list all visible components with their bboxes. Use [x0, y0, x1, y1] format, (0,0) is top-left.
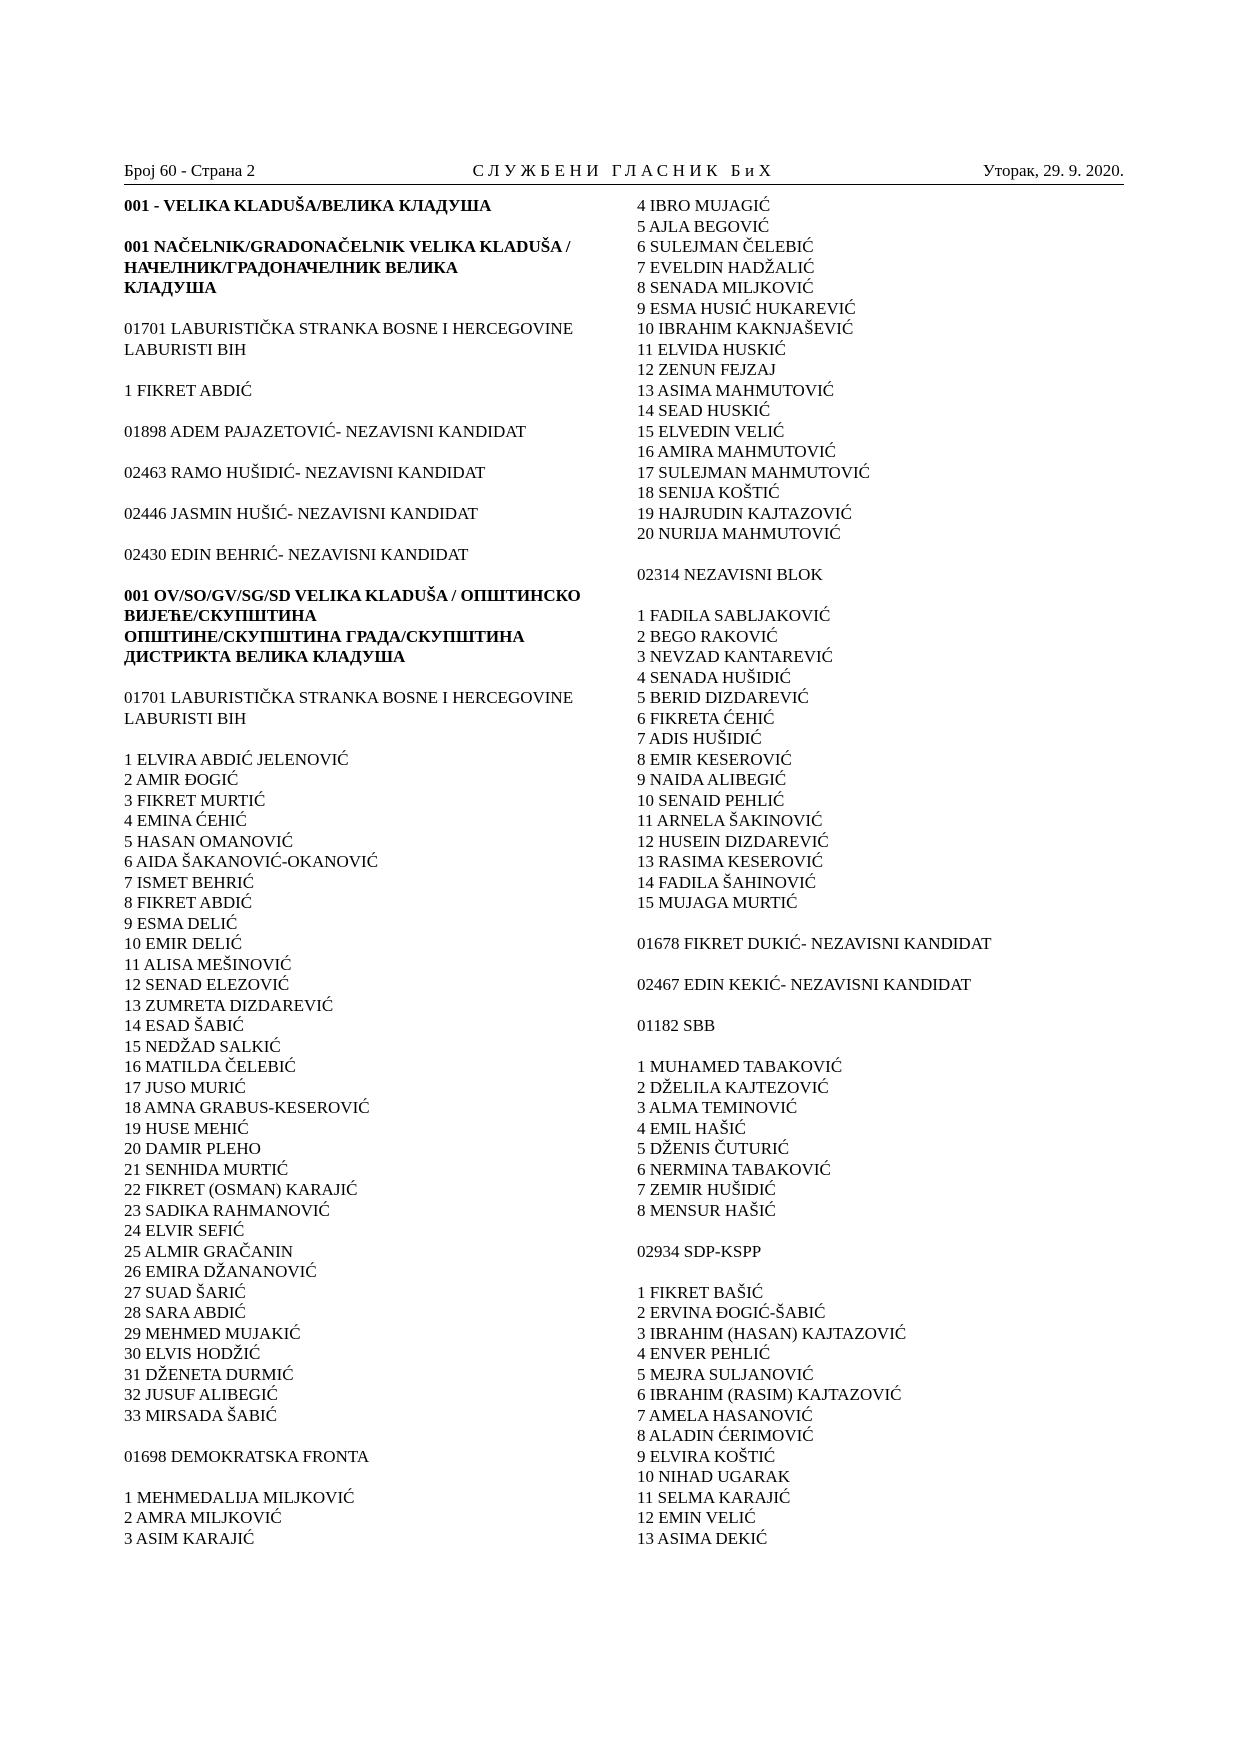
- list-item: 02934 SDP-KSPP: [637, 1241, 762, 1261]
- list-item: 4 IBRO MUJAGIĆ: [637, 196, 771, 215]
- section-heading: НАЧЕЛНИК/ГРАДОНАЧЕЛНИК ВЕЛИКА: [124, 257, 459, 277]
- list-item: 12 ZENUN FEJZAJ: [637, 360, 776, 379]
- list-item: 7 ISMET BEHRIĆ: [124, 872, 255, 892]
- list-item: 7 ZEMIR HUŠIDIĆ: [637, 1180, 776, 1199]
- list-item: 3 ALMA TEMINOVIĆ: [637, 1098, 798, 1117]
- publication-date: Уторак, 29. 9. 2020.: [982, 161, 1124, 180]
- section-heading: ДИСТРИКТА ВЕЛИКА КЛАДУША: [124, 647, 406, 666]
- list-item: 4 ENVER PEHLIĆ: [637, 1344, 771, 1363]
- list-item: 02314 NEZAVISNI BLOK: [637, 565, 823, 584]
- list-item: LABURISTI BIH: [124, 339, 247, 359]
- list-item: 01898 ADEM PAJAZETOVIĆ- NEZAVISNI KANDIDAT: [124, 421, 527, 441]
- list-item: 10 SENAID PEHLIĆ: [637, 790, 785, 810]
- list-item: 21 SENHIDA MURTIĆ: [124, 1159, 289, 1179]
- list-item: 1 FADILA SABLJAKOVIĆ: [637, 606, 831, 625]
- list-item: 10 IBRAHIM KAKNJAŠEVIĆ: [637, 319, 854, 338]
- list-item: 4 EMIL HAŠIĆ: [637, 1118, 746, 1138]
- section-heading: ВИЈЕЋЕ/СКУПШТИНА: [124, 606, 317, 625]
- list-item: 15 NEDŽAD SALKIĆ: [124, 1036, 281, 1056]
- list-item: 1 MUHAMED TABAKOVIĆ: [637, 1057, 843, 1076]
- list-item: 7 ADIS HUŠIDIĆ: [637, 729, 762, 748]
- section-heading: 001 NAČELNIK/GRADONAČELNIK VELIKA KLADUŠA /: [124, 237, 571, 256]
- list-item: 01701 LABURISTIČKA STRANKA BOSNE I HERCEGOVINE: [124, 688, 574, 707]
- list-item: 7 AMELA HASANOVIĆ: [637, 1405, 813, 1425]
- list-item: 9 ELVIRA KOŠTIĆ: [637, 1446, 776, 1466]
- list-item: 20 DAMIR PLEHO: [124, 1139, 261, 1158]
- list-item: 8 EMIR KESEROVIĆ: [637, 749, 792, 769]
- list-item: 3 FIKRET MURTIĆ: [124, 790, 266, 810]
- list-item: 7 EVELDIN HADŽALIĆ: [637, 257, 815, 277]
- list-item: 4 EMINA ĆEHIĆ: [124, 811, 247, 830]
- list-item: 20 NURIJA MAHMUTOVIĆ: [637, 524, 841, 543]
- list-item: 02446 JASMIN HUŠIĆ- NEZAVISNI KANDIDAT: [124, 503, 478, 523]
- list-item: 27 SUAD ŠARIĆ: [124, 1282, 246, 1302]
- list-item: 11 ALISA MEŠINOVIĆ: [124, 954, 292, 974]
- section-heading: КЛАДУША: [124, 278, 217, 297]
- list-item: 9 NAIDA ALIBEGIĆ: [637, 770, 787, 789]
- list-item: 26 EMIRA DŽANANOVIĆ: [124, 1262, 317, 1281]
- list-item: 02430 EDIN BEHRIĆ- NEZAVISNI KANDIDAT: [124, 544, 469, 564]
- list-item: 6 IBRAHIM (RASIM) KAJTAZOVIĆ: [637, 1385, 902, 1404]
- list-item: 6 AIDA ŠAKANOVIĆ-OKANOVIĆ: [124, 852, 379, 871]
- list-item: 5 MEJRA SULJANOVIĆ: [637, 1364, 814, 1384]
- right-column: [637, 196, 1127, 1549]
- list-item: 16 AMIRA MAHMUTOVIĆ: [637, 442, 836, 461]
- list-item: LABURISTI BIH: [124, 708, 247, 728]
- list-item: 5 BERID DIZDAREVIĆ: [637, 688, 809, 707]
- list-item: 01182 SBB: [637, 1016, 716, 1035]
- list-item: 8 FIKRET ABDIĆ: [124, 893, 253, 912]
- list-item: 8 SENADA MILJKOVIĆ: [637, 278, 814, 297]
- section-heading: ОПШТИНЕ/СКУПШТИНА ГРАДА/СКУПШТИНА: [124, 626, 525, 646]
- list-item: 10 EMIR DELIĆ: [124, 934, 243, 953]
- list-item: 3 ASIM KARAJIĆ: [124, 1528, 255, 1548]
- list-item: 14 SEAD HUSKIĆ: [637, 401, 771, 420]
- list-item: 14 ESAD ŠABIĆ: [124, 1016, 244, 1035]
- list-item: 10 NIHAD UGARAK: [637, 1467, 790, 1486]
- list-item: 2 DŽELILA KAJTEZOVIĆ: [637, 1077, 829, 1097]
- list-item: 5 DŽENIS ČUTURIĆ: [637, 1139, 790, 1158]
- list-item: 28 SARA ABDIĆ: [124, 1303, 246, 1322]
- list-item: 8 ALADIN ĆERIMOVIĆ: [637, 1426, 814, 1445]
- list-item: 15 MUJAGA MURTIĆ: [637, 893, 798, 912]
- list-item: 01701 LABURISTIČKA STRANKA BOSNE I HERCEGOVINE: [124, 319, 574, 338]
- journal-title: СЛУЖБЕНИ ГЛАСНИК БиХ: [472, 161, 776, 180]
- list-item: 5 HASAN OMANOVIĆ: [124, 831, 294, 851]
- list-item: 6 SULEJMAN ČELEBIĆ: [637, 237, 814, 256]
- list-item: 23 SADIKA RAHMANOVIĆ: [124, 1200, 330, 1220]
- list-item: 14 FADILA ŠAHINOVIĆ: [637, 872, 817, 892]
- list-item: 11 ELVIDA HUSKIĆ: [637, 339, 786, 359]
- list-item: 33 MIRSADA ŠABIĆ: [124, 1405, 278, 1425]
- list-item: 2 BEGO RAKOVIĆ: [637, 626, 778, 646]
- list-item: 3 NEVZAD KANTAREVIĆ: [637, 647, 834, 666]
- list-item: 25 ALMIR GRAČANIN: [124, 1241, 294, 1261]
- list-item: 2 AMIR ĐOGIĆ: [124, 770, 239, 789]
- list-item: 13 ASIMA DEKIĆ: [637, 1528, 768, 1548]
- list-item: 1 FIKRET BAŠIĆ: [637, 1282, 764, 1302]
- section-heading: 001 - VELIKA KLADUŠA/ВЕЛИКА КЛАДУША: [124, 196, 492, 215]
- list-item: 5 AJLA BEGOVIĆ: [637, 216, 770, 236]
- list-item: 24 ELVIR SEFIĆ: [124, 1221, 245, 1240]
- list-item: 29 MEHMED MUJAKIĆ: [124, 1323, 301, 1343]
- list-item: 13 ZUMRETA DIZDAREVIĆ: [124, 995, 334, 1015]
- list-item: 11 SELMA KARAJIĆ: [637, 1487, 791, 1507]
- list-item: 22 FIKRET (OSMAN) KARAJIĆ: [124, 1180, 358, 1199]
- list-item: 32 JUSUF ALIBEGIĆ: [124, 1385, 278, 1404]
- list-item: 17 JUSO MURIĆ: [124, 1077, 246, 1097]
- list-item: 17 SULEJMAN MAHMUTOVIĆ: [637, 462, 870, 482]
- list-item: 3 IBRAHIM (HASAN) KAJTAZOVIĆ: [637, 1323, 907, 1343]
- list-item: 30 ELVIS HODŽIĆ: [124, 1344, 261, 1363]
- list-item: 13 ASIMA MAHMUTOVIĆ: [637, 380, 835, 400]
- list-item: 15 ELVEDIN VELIĆ: [637, 421, 785, 441]
- list-item: 12 HUSEIN DIZDAREVIĆ: [637, 831, 829, 851]
- list-item: 1 ELVIRA ABDIĆ JELENOVIĆ: [124, 749, 349, 769]
- list-item: 9 ESMA HUSIĆ HUKAREVIĆ: [637, 298, 856, 318]
- issue-and-page: Број 60 - Страна 2: [124, 161, 256, 180]
- list-item: 4 SENADA HUŠIDIĆ: [637, 667, 791, 687]
- list-item: 6 NERMINA TABAKOVIĆ: [637, 1159, 831, 1179]
- list-item: 13 RASIMA KESEROVIĆ: [637, 852, 824, 871]
- header-rule: [124, 184, 1124, 185]
- list-item: 02463 RAMO HUŠIDIĆ- NEZAVISNI KANDIDAT: [124, 462, 486, 482]
- page-header: [124, 160, 1124, 184]
- list-item: 02467 EDIN KEKIĆ- NEZAVISNI KANDIDAT: [637, 975, 971, 994]
- list-item: 18 AMNA GRABUS-KESEROVIĆ: [124, 1098, 370, 1117]
- list-item: 1 FIKRET ABDIĆ: [124, 380, 253, 400]
- list-item: 12 SENAD ELEZOVIĆ: [124, 975, 290, 994]
- list-item: 9 ESMA DELIĆ: [124, 913, 238, 933]
- list-item: 2 AMRA MILJKOVIĆ: [124, 1508, 282, 1527]
- left-column: [124, 196, 614, 1549]
- list-item: 6 FIKRETA ĆEHIĆ: [637, 708, 775, 728]
- list-item: 01678 FIKRET DUKIĆ- NEZAVISNI KANDIDAT: [637, 934, 992, 953]
- list-item: 11 ARNELA ŠAKINOVIĆ: [637, 811, 823, 830]
- list-item: 18 SENIJA KOŠTIĆ: [637, 483, 780, 502]
- list-item: 8 MENSUR HAŠIĆ: [637, 1200, 776, 1220]
- list-item: 2 ERVINA ĐOGIĆ-ŠABIĆ: [637, 1303, 826, 1322]
- section-heading: 001 OV/SO/GV/SG/SD VELIKA KLADUŠA / ОПШТИНСКО: [124, 585, 581, 605]
- list-item: 19 HAJRUDIN KAJTAZOVIĆ: [637, 503, 852, 523]
- list-item: 12 EMIN VELIĆ: [637, 1508, 756, 1527]
- list-item: 01698 DEMOKRATSKA FRONTA: [124, 1446, 370, 1466]
- list-item: 31 DŽENETA DURMIĆ: [124, 1364, 294, 1384]
- list-item: 19 HUSE MEHIĆ: [124, 1118, 249, 1138]
- list-item: 1 MEHMEDALIJA MILJKOVIĆ: [124, 1487, 355, 1507]
- list-item: 16 MATILDA ČELEBIĆ: [124, 1057, 296, 1076]
